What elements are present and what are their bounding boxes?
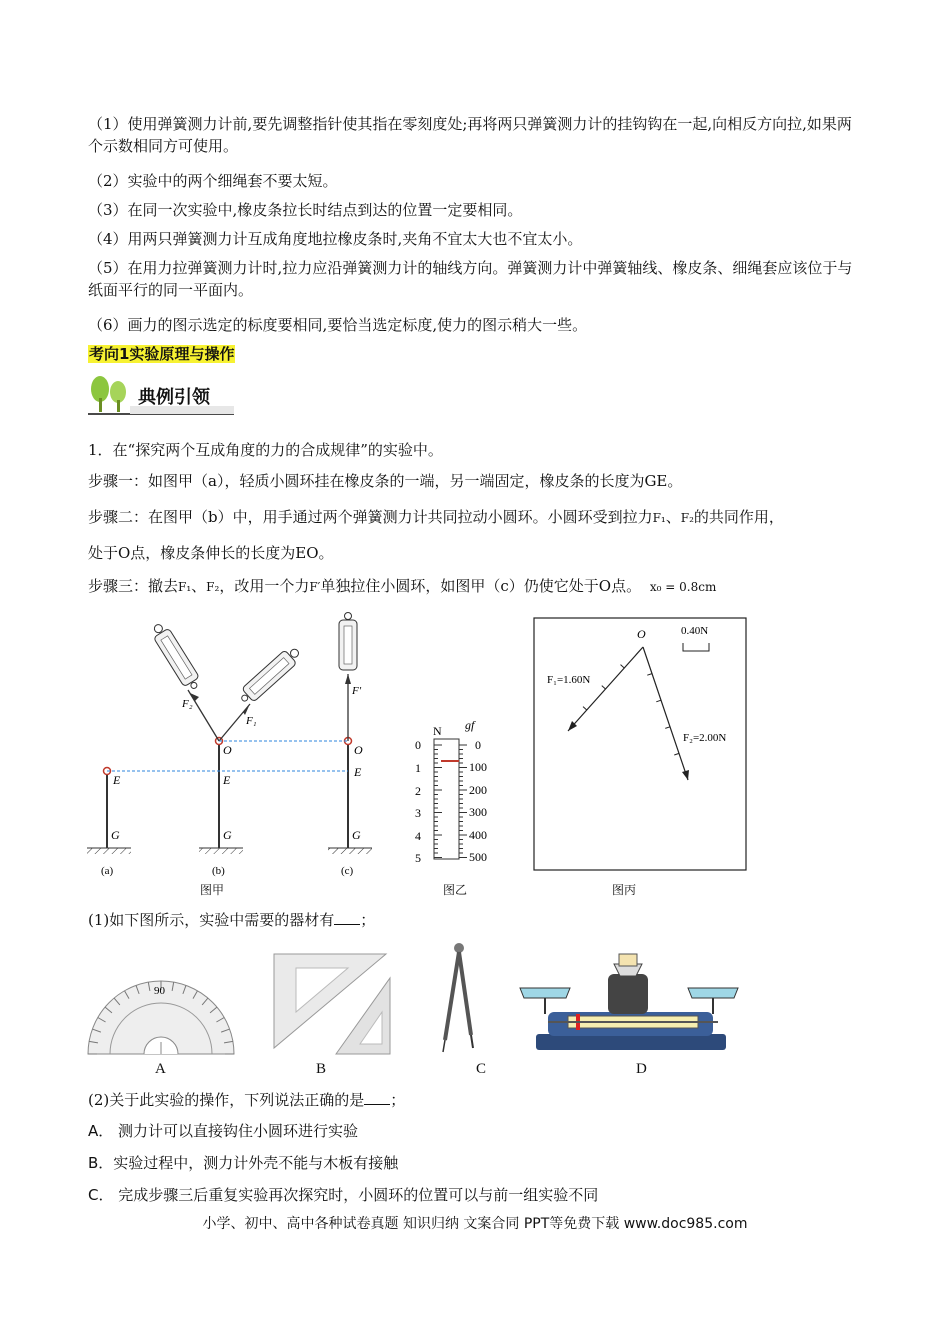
banner-label: 典例引领	[138, 387, 210, 408]
yi-unit-n: N	[433, 724, 442, 738]
step3-end: 单独拉住小圆环，如图甲（c）仍使它处于O点。	[320, 577, 642, 595]
step3-f: F′	[309, 580, 321, 594]
note-6: （6）画力的图示选定的标度要相同,要恰当选定标度,使力的图示稍大一些。	[88, 316, 588, 334]
note-3: （3）在同一次实验中,橡皮条拉长时结点到达的位置一定要相同。	[88, 201, 523, 219]
sub1-end: ；	[360, 911, 376, 929]
figure-jia-c	[328, 613, 372, 855]
step3-sep: 、	[191, 577, 207, 595]
yi-right-0: 0	[475, 738, 481, 752]
figure-jia-a	[87, 768, 131, 855]
step3-mid: ，改用一个力	[219, 577, 310, 595]
note-5: （5）在用力拉弹簧测力计时,拉力应沿弹簧测力计的轴线方向。弹簧测力计中弹簧轴线、橡皮条、细绳套应该位于与纸面平行的同一平面内。	[88, 259, 853, 299]
step2-sep: 、	[665, 508, 681, 526]
sub2-blank[interactable]	[364, 1090, 390, 1105]
label-o-b: O	[223, 743, 232, 757]
sub-b: (b)	[212, 865, 225, 877]
figure-yi	[405, 715, 515, 865]
tool-balance	[518, 944, 743, 1056]
yi-right-2: 200	[469, 783, 487, 797]
bing-f2: F₂=2.00N	[683, 732, 727, 744]
yi-right-labels	[469, 738, 487, 864]
yi-right-5: 500	[469, 850, 487, 864]
sub2-end: ；	[390, 1091, 406, 1109]
yi-left-3: 3	[415, 806, 421, 820]
sub-c: (c)	[341, 865, 354, 877]
yi-unit-gf: gf	[465, 718, 475, 732]
note-1: （1）使用弹簧测力计前,要先调整指针使其指在零刻度处;再将两只弹簧测力计的挂钩钩在一起,向相反方向拉,如果两个示数相同方可使用。	[88, 115, 852, 155]
label-o-c: O	[354, 743, 363, 757]
sub2-text: (2)关于此实验的操作，下列说法正确的是	[88, 1091, 365, 1109]
question-step3	[88, 575, 716, 598]
tool-set-square	[268, 948, 398, 1058]
label-g-a: G	[111, 828, 120, 842]
example-banner	[86, 374, 236, 418]
sub1-text: (1)如下图所示，实验中需要的器材有	[88, 911, 335, 929]
note-4: （4）用两只弹簧测力计互成角度地拉橡皮条时,夹角不宜太大也不宜太小。	[88, 230, 583, 248]
label-g-c: G	[352, 828, 361, 842]
yi-left-labels	[415, 738, 421, 865]
label-e-c: E	[354, 765, 362, 779]
label-e-a: E	[113, 773, 121, 787]
tool-label-d: D	[636, 1061, 647, 1077]
label-g-b: G	[223, 828, 232, 842]
protractor-90: 90	[154, 985, 165, 997]
question-step1: 步骤一：如图甲（a），轻质小圆环挂在橡皮条的一端，另一端固定，橡皮条的长度为GE。	[88, 472, 683, 490]
step3-f2: F₂	[206, 580, 220, 594]
note-2: （2）实验中的两个细绳套不要太短。	[88, 172, 338, 190]
label-f2: F₂	[182, 698, 193, 710]
bing-scale-label: 0.40N	[681, 625, 709, 637]
step2-text: 步骤二：在图甲（b）中，用手通过两个弹簧测力计共同拉动小圆环。小圆环受到拉力	[88, 508, 653, 526]
option-c[interactable]: C． 完成步骤三后重复实验再次探究时，小圆环的位置可以与前一组实验不同	[88, 1186, 599, 1204]
step3-f1: F₁	[178, 580, 192, 594]
label-e-b: E	[223, 773, 231, 787]
step2-f2: F₂	[680, 511, 694, 525]
tool-compass	[437, 940, 482, 1055]
tool-label-b: B	[316, 1061, 327, 1077]
option-b[interactable]: B．实验过程中，测力计外壳不能与木板有接触	[88, 1154, 399, 1172]
sub1-blank[interactable]	[334, 910, 360, 925]
step3-text: 步骤三：撤去	[88, 577, 179, 595]
step2-end: 的共同作用，	[693, 508, 784, 526]
yi-left-1: 1	[415, 761, 421, 775]
tool-label-a: A	[155, 1061, 166, 1077]
figure-jia	[82, 612, 392, 897]
page-footer: 小学、初中、高中各种试卷真题 知识归纳 文案合同 PPT等免费下载 www.doc985.com	[202, 1216, 748, 1232]
sub-question-2	[88, 1089, 405, 1111]
yi-left-2: 2	[415, 784, 421, 798]
figure-jia-b	[149, 620, 304, 854]
section-heading: 考向1实验原理与操作	[89, 345, 235, 363]
question-step2	[88, 506, 784, 529]
tool-label-c: C	[476, 1061, 487, 1077]
tool-protractor	[84, 970, 239, 1060]
question-step2-cont: 处于O点，橡皮条伸长的长度为EO。	[88, 544, 334, 562]
yi-left-5: 5	[415, 851, 421, 865]
caption-bing: 图丙	[612, 883, 637, 897]
figure-bing	[533, 617, 748, 872]
step2-f1: F₁	[652, 511, 666, 525]
bing-label-o: O	[637, 627, 646, 641]
yi-right-1: 100	[469, 760, 487, 774]
option-a[interactable]: A． 测力计可以直接钩住小圆环进行实验	[88, 1122, 359, 1140]
caption-jia: 图甲	[200, 883, 225, 897]
yi-left-0: 0	[415, 738, 421, 752]
bing-f1: F₁=1.60N	[547, 674, 591, 686]
step3-x0: x₀ = 0.8cm	[649, 580, 717, 594]
yi-right-4: 400	[469, 828, 487, 842]
caption-yi: 图乙	[443, 883, 468, 897]
label-fprime: F′	[352, 685, 362, 697]
question-intro: 1．在“探究两个互成角度的力的合成规律”的实验中。	[88, 441, 443, 459]
sub-question-1	[88, 909, 375, 931]
yi-left-4: 4	[415, 829, 421, 843]
sub-a: (a)	[101, 865, 114, 877]
yi-right-3: 300	[469, 805, 487, 819]
label-f1: F₁	[246, 715, 257, 727]
